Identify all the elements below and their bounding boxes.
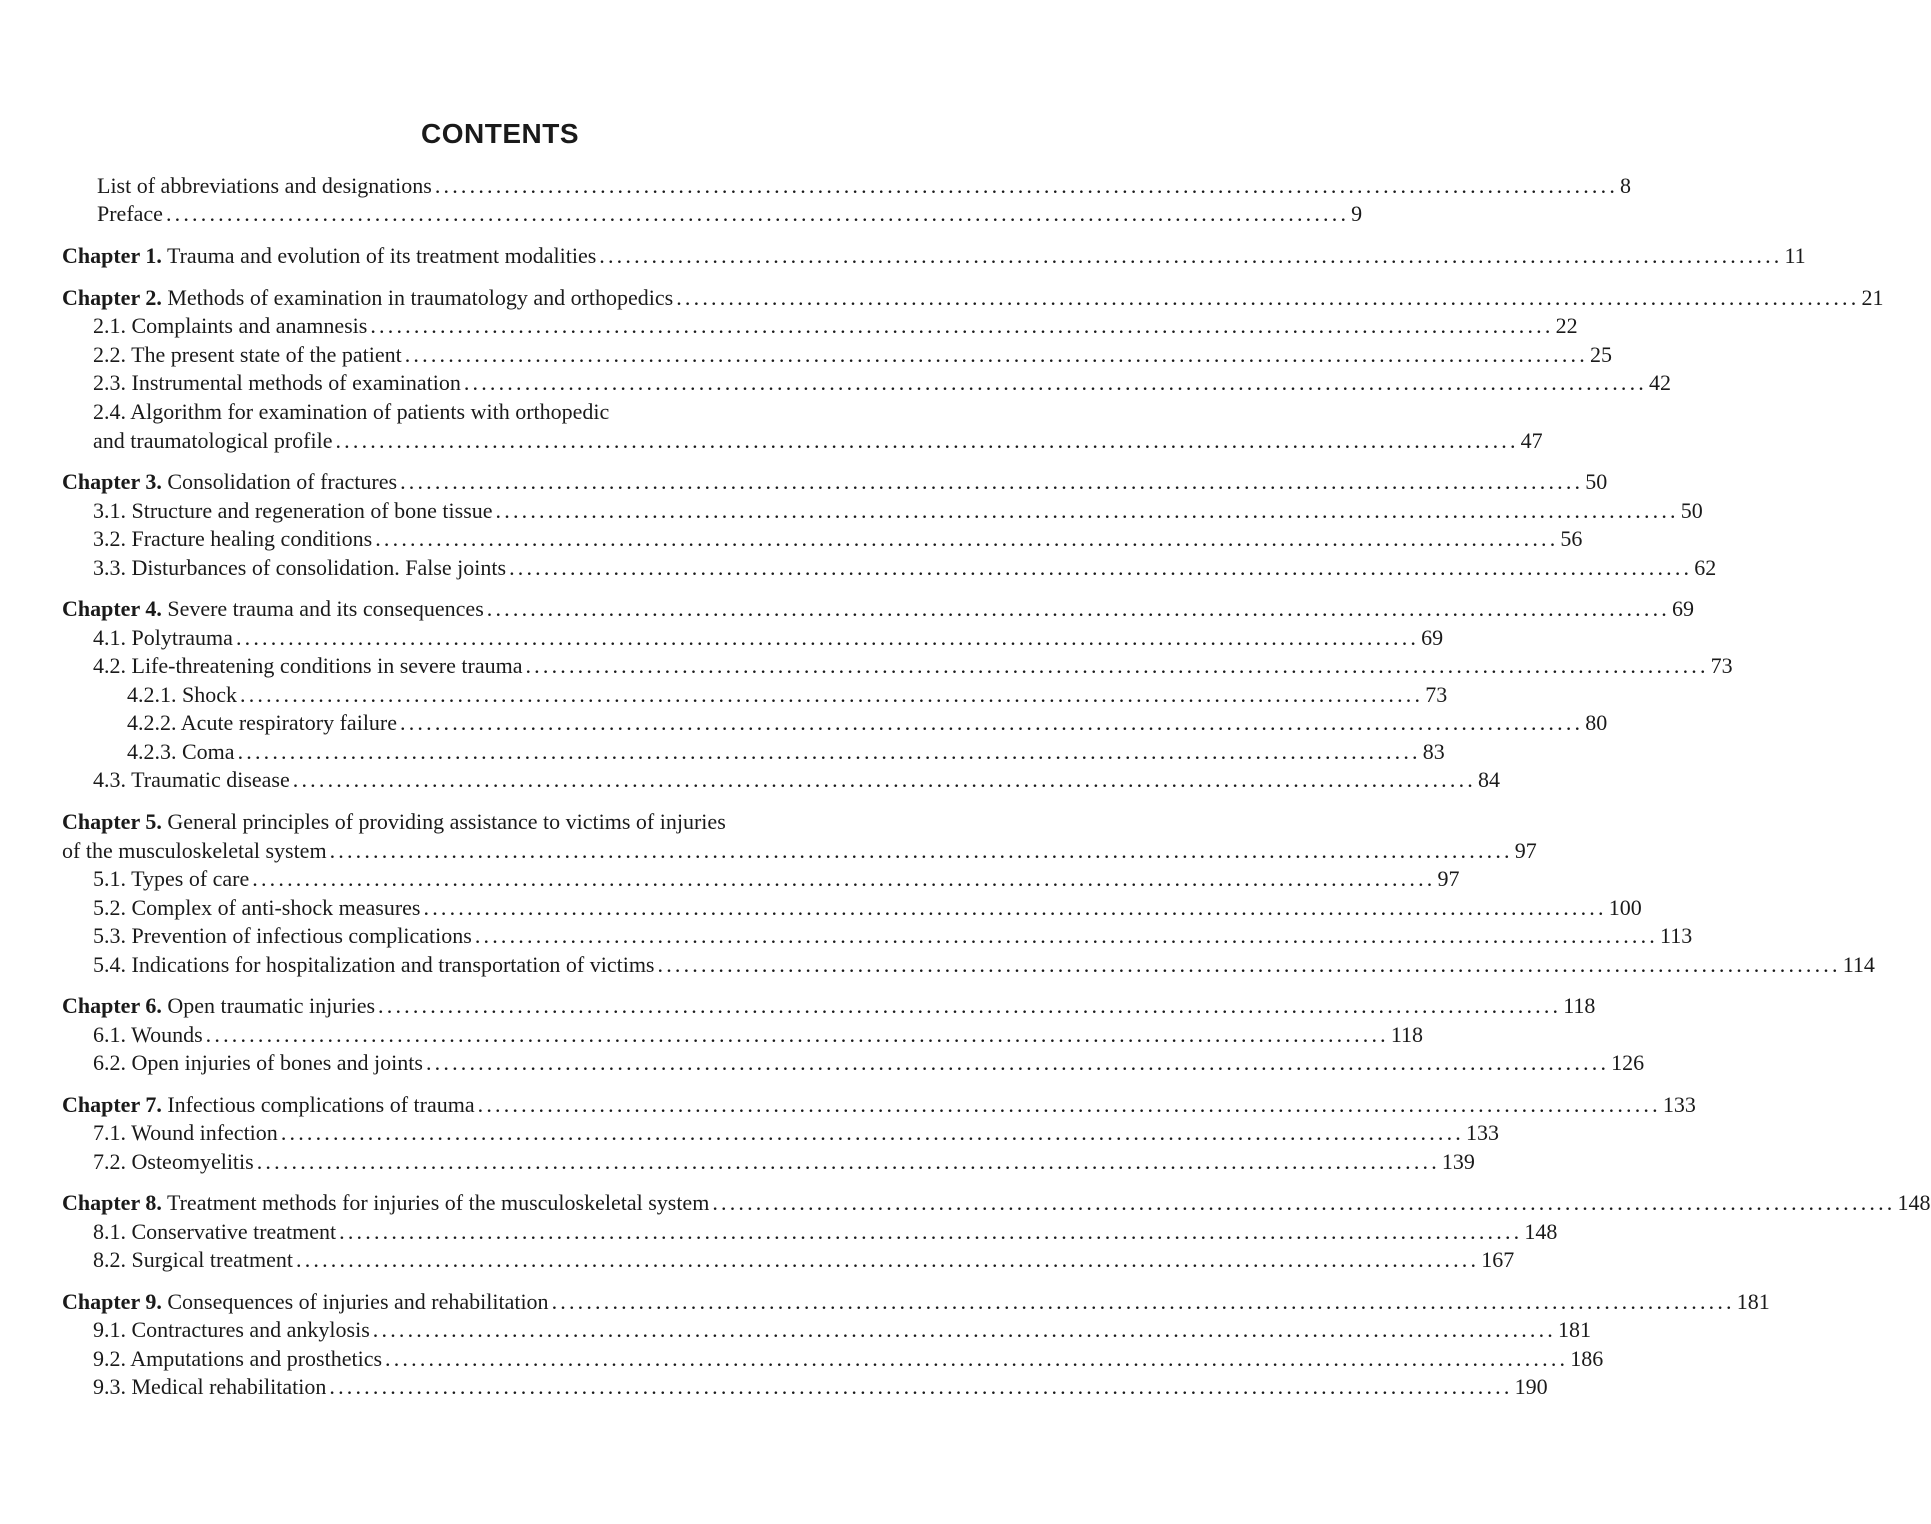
toc-page-number: 73 [1710,653,1733,678]
dot-leader: ........................................................................................................................................ [400,469,1584,494]
toc-page-number: 126 [1611,1050,1645,1075]
toc-section-4-2-2[interactable] [127,709,1608,737]
dot-leader: ........................................................................................................................................ [434,173,1619,198]
toc-page-number: 80 [1585,710,1608,735]
toc-page-number: 47 [1520,428,1543,453]
toc-section-7-2[interactable] [93,1148,1475,1176]
toc-entry-label: 5.4. Indications for hospitalization and transportation of victims [93,952,655,977]
toc-section-2-3[interactable] [93,369,1672,397]
toc-entry-label: 6.1. Wounds [93,1022,203,1047]
toc-section-5-1[interactable] [93,865,1460,893]
toc-section-4-1[interactable] [93,624,1444,652]
toc-entry-label: Preface [97,201,163,226]
toc-page-number: 148 [1524,1219,1558,1244]
toc-entry-label: 7.1. Wound infection [93,1120,278,1145]
toc-chapter-5-line1[interactable] [62,808,726,836]
chapter-number: Chapter 6. [62,993,162,1018]
toc-section-2-1[interactable] [93,312,1578,340]
toc-section-2-4[interactable] [93,427,1543,455]
dot-leader: ........................................................................................................................................ [486,596,1670,621]
toc-section-3-1[interactable] [93,497,1703,525]
dot-leader: ........................................................................................................................................ [329,1374,1513,1399]
dot-leader: ........................................................................................................................................ [378,993,1562,1018]
toc-section-4-2-3[interactable] [127,738,1445,766]
dot-leader: ........................................................................................................................................ [237,739,1421,764]
toc-entry-label: 4.2.1. Shock [127,682,237,707]
dot-leader: ........................................................................................................................................ [676,285,1860,310]
dot-leader: ........................................................................................................................................ [509,555,1693,580]
toc-page-number: 69 [1671,596,1694,621]
toc-page-number: 11 [1784,243,1806,268]
toc-page-number: 167 [1481,1247,1515,1272]
toc-page-number: 139 [1441,1149,1475,1174]
toc-chapter-9[interactable] [62,1288,1770,1316]
chapter-title: Severe trauma and its consequences [167,596,484,621]
chapter-number: Chapter 4. [62,596,162,621]
toc-section-2-2[interactable] [93,341,1612,369]
dot-leader: ........................................................................................................................................ [240,682,1424,707]
chapter-title: Open traumatic injuries [167,993,376,1018]
toc-page-number: 148 [1897,1190,1931,1215]
toc-entry-label: 5.1. Types of care [93,866,250,891]
toc-entry-label: 5.2. Complex of anti-shock measures [93,895,421,920]
dot-leader: ........................................................................................................................................ [657,952,1841,977]
dot-leader: ........................................................................................................................................ [495,498,1679,523]
toc-entry-label: 3.3. Disturbances of consolidation. False joints [93,555,507,580]
toc-entry-label: 6.2. Open injuries of bones and joints [93,1050,423,1075]
toc-section-8-2[interactable] [93,1246,1515,1274]
dot-leader: ........................................................................................................................................ [205,1022,1389,1047]
chapter-number: Chapter 1. [62,243,162,268]
toc-chapter-8[interactable] [62,1189,1931,1217]
toc-section-4-3[interactable] [93,766,1500,794]
toc-entry-label: 4.1. Polytrauma [93,625,233,650]
toc-entry-label: 4.2.3. Coma [127,739,235,764]
dot-leader: ........................................................................................................................................ [329,838,1513,863]
chapter-number: Chapter 7. [62,1092,162,1117]
toc-entry-label: List of abbreviations and designations [97,173,432,198]
dot-leader: ........................................................................................................................................ [165,201,1350,226]
toc-page-number: 114 [1842,952,1875,977]
toc-section-6-1[interactable] [93,1021,1424,1049]
dot-leader: ........................................................................................................................................ [599,243,1783,268]
dot-leader: ........................................................................................................................................ [385,1346,1569,1371]
toc-page-number: 9 [1351,201,1363,226]
toc-section-3-2[interactable] [93,525,1583,553]
dot-leader: ........................................................................................................................................ [525,653,1709,678]
toc-page-number: 84 [1477,767,1500,792]
toc-entry-label: 2.2. The present state of the patient [93,342,402,367]
toc-entry-label: 7.2. Osteomyelitis [93,1149,254,1174]
dot-leader: ........................................................................................................................................ [423,895,1607,920]
toc-page-number: 181 [1736,1289,1770,1314]
toc-page-number: 97 [1437,866,1460,891]
chapter-title: Methods of examination in traumatology and orthopedics [167,285,674,310]
chapter-title: Trauma and evolution of its treatment modalities [166,243,597,268]
dot-leader: ........................................................................................................................................ [551,1289,1735,1314]
toc-chapter-7[interactable] [62,1091,1696,1119]
toc-entry-label: 8.2. Surgical treatment [93,1247,293,1272]
toc-section-9-2[interactable] [93,1345,1604,1373]
toc-page-number: 118 [1563,993,1596,1018]
toc-page-number: 56 [1560,526,1583,551]
toc-page-number: 118 [1390,1022,1424,1047]
toc-page-number: 73 [1425,682,1448,707]
toc-entry-label: 8.1. Conservative treatment [93,1219,337,1244]
toc-entry-preface[interactable] [97,200,1363,228]
chapter-title: Treatment methods for injuries of the musculoskeletal system [166,1190,710,1215]
toc-page-number: 83 [1422,739,1445,764]
toc-entry-label: and traumatological profile [93,428,333,453]
dot-leader: ........................................................................................................................................ [712,1190,1896,1215]
chapter-number: Chapter 2. [62,285,162,310]
toc-section-6-2[interactable] [93,1049,1645,1077]
toc-page-number: 62 [1694,555,1717,580]
chapter-number: Chapter 5. [62,809,162,834]
toc-section-4-2[interactable] [93,652,1733,680]
toc-entry-label: 9.2. Amputations and prosthetics [93,1346,383,1371]
chapter-title-cont: of the musculoskeletal system [62,838,327,863]
toc-section-3-3[interactable] [93,554,1717,582]
dot-leader: ........................................................................................................................................ [292,767,1476,792]
toc-page-number: 97 [1514,838,1537,863]
toc-chapter-1[interactable] [62,242,1806,270]
dot-leader: ........................................................................................................................................ [474,923,1659,948]
toc-page-number: 42 [1649,370,1672,395]
toc-page-number: 25 [1589,342,1612,367]
toc-section-5-3[interactable] [93,922,1693,950]
toc-page-number: 8 [1620,173,1632,198]
toc-entry-label: 4.2. Life-threatening conditions in severe trauma [93,653,523,678]
toc-section-8-1[interactable] [93,1218,1558,1246]
dot-leader: ........................................................................................................................................ [375,526,1559,551]
dot-leader: ........................................................................................................................................ [256,1149,1440,1174]
toc-chapter-6[interactable] [62,992,1596,1020]
toc-section-9-1[interactable] [93,1316,1591,1344]
dot-leader: ........................................................................................................................................ [463,370,1648,395]
toc-entry-label: 4.3. Traumatic disease [93,767,290,792]
toc-page-number: 186 [1570,1346,1604,1371]
toc-section-4-2-1[interactable] [127,681,1448,709]
toc-page-number: 21 [1861,285,1884,310]
toc-chapter-2[interactable] [62,284,1884,312]
chapter-number: Chapter 9. [62,1289,162,1314]
toc-page-number: 133 [1466,1120,1500,1145]
toc-entry-label: 9.3. Medical rehabilitation [93,1374,327,1399]
toc-page-number: 100 [1608,895,1642,920]
toc-entry-abbreviations[interactable] [97,172,1632,200]
dot-leader: ........................................................................................................................................ [280,1120,1465,1145]
toc-chapter-4[interactable] [62,595,1694,623]
toc-page-number: 22 [1555,313,1578,338]
toc-chapter-3[interactable] [62,468,1608,496]
toc-page-number: 50 [1680,498,1703,523]
toc-entry-label: 2.1. Complaints and anamnesis [93,313,368,338]
chapter-number: Chapter 8. [62,1190,162,1215]
chapter-title: General principles of providing assistance to victims of injuries [167,809,726,834]
toc-page-number: 190 [1514,1374,1548,1399]
toc-entry-label: 9.1. Contractures and ankylosis [93,1317,370,1342]
chapter-title: Consolidation of fractures [167,469,398,494]
dot-leader: ........................................................................................................................................ [370,313,1554,338]
chapter-title: Infectious complications of trauma [167,1092,475,1117]
dot-leader: ........................................................................................................................................ [425,1050,1610,1075]
dot-leader: ........................................................................................................................................ [252,866,1436,891]
dot-leader: ........................................................................................................................................ [235,625,1420,650]
toc-entry-label: 4.2.2. Acute respiratory failure [127,710,398,735]
page-title: CONTENTS [421,118,579,149]
dot-leader: ........................................................................................................................................ [372,1317,1556,1342]
toc-page-number: 69 [1421,625,1444,650]
chapter-title: Consequences of injuries and rehabilitation [167,1289,549,1314]
toc-section-7-1[interactable] [93,1119,1500,1147]
toc-page-number: 50 [1585,469,1608,494]
toc-entry-label: 3.1. Structure and regeneration of bone tissue [93,498,493,523]
toc-entry-label: 3.2. Fracture healing conditions [93,526,373,551]
dot-leader: ........................................................................................................................................ [400,710,1584,735]
dot-leader: ........................................................................................................................................ [296,1247,1480,1272]
toc-section-5-2[interactable] [93,894,1642,922]
toc-page-number: 133 [1662,1092,1696,1117]
toc-section-5-4[interactable] [93,951,1875,979]
toc-entry-label: 5.3. Prevention of infectious complications [93,923,472,948]
toc-section-2-4-line1[interactable]: 2.4. Algorithm for examination of patients with orthopedic [93,399,610,424]
dot-leader: ........................................................................................................................................ [339,1219,1523,1244]
dot-leader: ........................................................................................................................................ [335,428,1519,453]
dot-leader: ........................................................................................................................................ [404,342,1588,367]
toc-entry-label: 2.3. Instrumental methods of examination [93,370,461,395]
toc-chapter-5[interactable] [62,837,1537,865]
dot-leader: ........................................................................................................................................ [477,1092,1661,1117]
chapter-number: Chapter 3. [62,469,162,494]
toc-page-number: 113 [1660,923,1693,948]
toc-page-number: 181 [1558,1317,1591,1342]
toc-section-9-3[interactable] [93,1373,1548,1401]
